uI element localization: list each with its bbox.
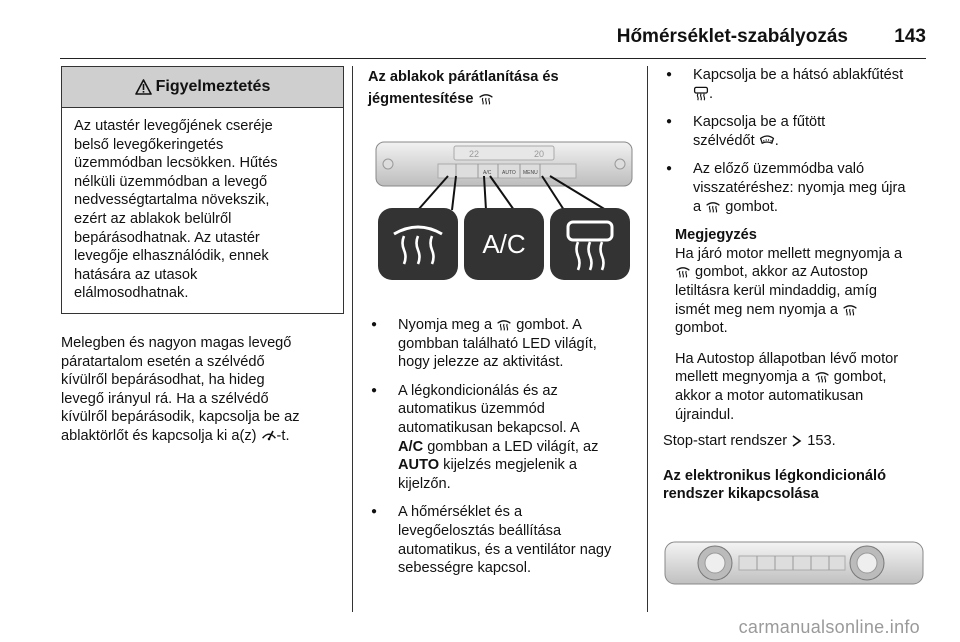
text-line: levegő irányul rá. Ha a szélvédő [61, 390, 269, 407]
rear-defrost-icon [693, 85, 709, 101]
list-item: ● Kapcsolja be a hátsó ablakfűtést . [663, 66, 928, 103]
panel-temp-left: 22 [469, 149, 480, 159]
page-title: Hőmérséklet-szabályozás [616, 26, 848, 47]
page-header [60, 22, 926, 59]
note-paragraph-1: Ha járó motor mellett megnyomja a gombot, akkor az Autostop letiltásra kerül mindaddig, amíg ismét meg nem nyomja a gombot. [675, 245, 903, 337]
climate-panel-svg-2 [663, 532, 925, 602]
section-title-defog: Az ablakok párátlanítása és jégmentesítése [368, 69, 559, 107]
watermark: carmanualsonline.info [738, 617, 920, 637]
text-line: nedvességtartalma növekszik, [74, 192, 270, 209]
humidity-paragraph [61, 334, 344, 446]
text-line: belső levegőkeringetés [74, 136, 224, 153]
climate-panel-illustration [374, 136, 634, 288]
panel-ac-label: A/C [483, 170, 492, 176]
text-line: elálmosodhatnak. [74, 285, 189, 302]
text-line: ablaktörlőt és kapcsolja ki a(z) -t. [61, 427, 290, 444]
ac-button-label: A/C [482, 229, 526, 259]
text-line: hatására az utasok [74, 266, 198, 283]
page-number: 143 [894, 26, 926, 47]
wiper-icon [261, 427, 277, 443]
panel-knob-right [615, 159, 625, 169]
warning-text [62, 108, 343, 313]
front-defrost-icon [478, 90, 494, 106]
text-line: üzemmódban lecsökken. Hűtés [74, 155, 278, 172]
text-line: kívülről bepárásodik, kapcsolja be az [61, 409, 300, 426]
text-line: páratartalom esetén a szélvédő [61, 353, 265, 370]
front-defrost-icon [705, 198, 721, 214]
text-line: levegője elhasználódik, ennek [74, 248, 269, 265]
front-defrost-icon [675, 263, 691, 279]
note-block [663, 226, 928, 424]
text-line: Az utastér levegőjének cseréje [74, 118, 273, 134]
front-defrost-icon [814, 368, 830, 384]
text-line: Melegben és nagyon magas levegő [61, 334, 292, 351]
list-item: ● Nyomja meg a gombot. A gombban található LED világít, hogy jelezze az aktivitást. [368, 316, 633, 372]
list-item: ● A légkondicionálás és az automatikus üzemmód automatikusan bekapcsol. A A/C gombban a LED világít, az AUTO kijelzés megjelenik a kijelzőn. [368, 382, 633, 494]
climate-panel-illustration-2 [663, 532, 925, 602]
warning-box [61, 66, 344, 314]
warning-title: Figyelmeztetés [155, 77, 271, 95]
panel-knob-left [383, 159, 393, 169]
column-3 [663, 66, 928, 602]
front-defrost-icon [842, 301, 858, 317]
climate-panel-svg [374, 136, 634, 288]
heated-windscreen-icon [759, 132, 775, 148]
list-item: ● A hőmérséklet és a levegőelosztás beállítása automatikus, és a ventilátor nagy sebességre kapcsol. [368, 503, 633, 577]
text-line: nélküli üzemmódban a levegő [74, 173, 268, 190]
column-divider [647, 66, 648, 612]
text-line: kívülről bepárásodhat, ha hideg [61, 372, 265, 389]
note-title: Megjegyzés [675, 227, 757, 244]
panel-menu-label: MENU [523, 170, 538, 176]
section-title-ac-off: Az elektronikus légkondicionáló rendszer kikapcsolása [663, 467, 887, 503]
page-reference-arrow-icon [791, 434, 803, 448]
front-defrost-icon [496, 316, 512, 332]
column-divider [352, 66, 353, 612]
column-1 [61, 66, 344, 458]
stop-start-reference[interactable]: Stop-start rendszer 153. [663, 433, 836, 450]
warning-triangle-icon [135, 79, 152, 95]
text-line: ezért az ablakok belülről [74, 210, 232, 227]
column-2 [368, 66, 633, 588]
list-item: ● Kapcsolja be a fűtött szélvédőt . [663, 113, 928, 150]
stop-start-page-link[interactable]: 153 [807, 433, 832, 450]
warning-header [62, 67, 343, 108]
list-item: ● Az előző üzemmódba való visszatéréshez: nyomja meg újra a gombot. [663, 160, 928, 216]
text-line: bepárásodhatnak. Az utastér [74, 229, 260, 246]
note-paragraph-2: Ha Autostop állapotban lévő motor mellett megnyomja a gombot, akkor a motor automatikusan újraindul. [675, 350, 899, 423]
panel-auto-label: AUTO [502, 170, 516, 176]
panel-temp-right: 20 [534, 149, 545, 159]
front-defrost-button-illus [378, 208, 458, 280]
